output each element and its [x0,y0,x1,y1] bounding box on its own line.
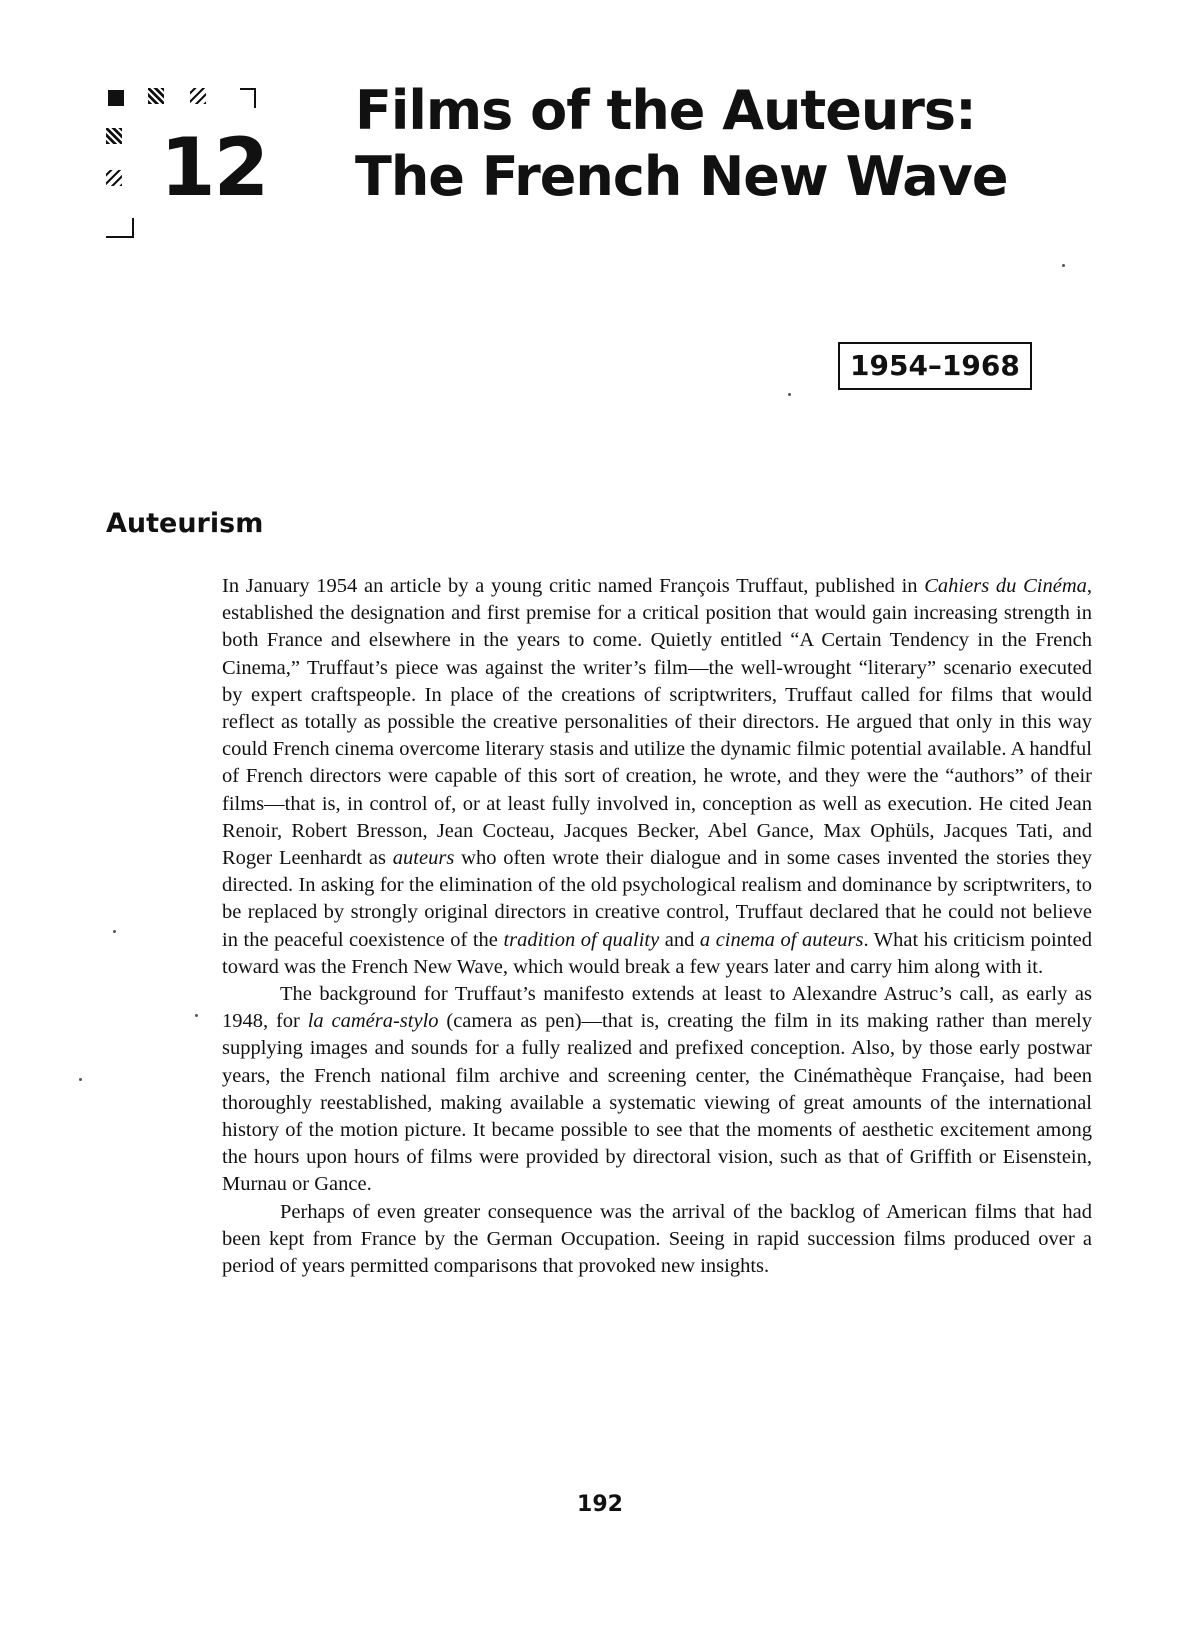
chapter-title-line2: The French New Wave [355,145,1008,208]
scan-speck [79,1078,82,1081]
italic-term: la caméra-stylo [307,1010,439,1033]
scan-speck [195,1014,198,1017]
date-range-badge: 1954–1968 [838,342,1032,390]
scan-speck [1062,264,1065,267]
scan-speck [113,930,116,933]
text-run: and [659,928,700,951]
section-heading: Auteurism [106,508,264,539]
page-number: 192 [577,1492,623,1517]
text-run: (camera as pen)—that is, creating the film in its making rather than merely supplying images and sounds for a fully realized and prefixed conception. Also, by those early postwar years, the French national film archive and screening center, the Cinémathèque Française, had been thoroughly reestablished, making available a systematic viewing of great amounts of the international history of the motion picture. It became possible to see that the moments of aesthetic excitement among the hours upon hours of films were provided by directoral vision, such as that of Griffith or Eisenstein, Murnau or Gance. [222,1010,1092,1196]
text-run: The background for Truffaut’s manifesto extends at least to Alexandre Astruc’s call, as early as 1948, for [222,983,1092,1033]
body-paragraph [222,1199,1092,1281]
chapter-title [355,78,1008,210]
italic-term: tradition of quality [503,928,660,951]
text-run: , established the designation and first premise for a critical position that would gain increasing strength in both France and elsewhere in the years to come. Quietly entitled “A Certain Tendency in the French Cinema,” Truffaut’s piece was against the writer’s film—the well-wrought “literary” scenario executed by expert craftspeople. In place of the creations of scriptwriters, Truffaut called for films that would reflect as totally as possible the creative personalities of their directors. He argued that only in this way could French cinema overcome literary stasis and utilize the dynamic filmic potential available. A handful of French directors were capable of this sort of creation, he wrote, and they were the “authors” of their films—that is, in control of, or at least fully involved in, conception as well as execution. He cited Jean Renoir, Robert Bresson, Jean Cocteau, Jacques Becker, Abel Gance, Max Ophüls, Jacques Tati, and Roger Leenhardt as [222,575,1093,870]
body-paragraph [222,573,1092,981]
text-run: In January 1954 an article by a young critic named François Truffaut, published in [222,575,925,597]
italic-term: Cahiers du Cinéma [924,575,1087,597]
scan-speck [788,393,791,396]
text-run: Perhaps of even greater consequence was the arrival of the backlog of American films that had been kept from France by the German Occupation. Seeing in rapid succession films produced over a period of years permitted comparisons that provoked new insights. [222,1200,1092,1278]
body-paragraph [222,981,1092,1199]
italic-term: auteurs [392,847,455,870]
text-run: who often wrote their dialogue and in some cases invented the stories they directed. In asking for the elimination of the old psychological realism and dominance by scriptwriters, to be replaced by strongly original directors in creative control, Truffaut declared that he could not believe in the peaceful coexistence of the [222,847,1092,951]
chapter-number: 12 [160,121,268,214]
italic-term: a cinema of auteurs [699,928,864,951]
text-run: . What his criticism pointed toward was the French New Wave, which would break a few years later and carry him along with it. [222,928,1092,978]
chapter-title-line1: Films of the Auteurs: [355,79,976,142]
body-text [222,573,1092,1280]
